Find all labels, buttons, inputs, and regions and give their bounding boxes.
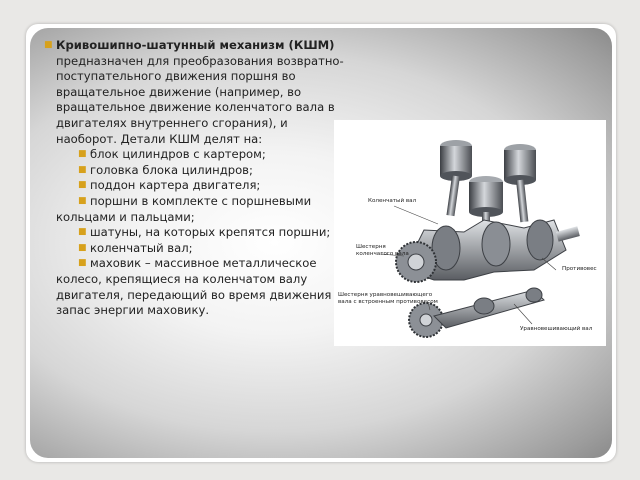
- list-item: [44, 147, 344, 163]
- items-list: [44, 147, 344, 319]
- intro-bold: Кривошипно-шатунный механизм (КШМ): [56, 38, 335, 52]
- list-item: [44, 178, 344, 194]
- engine-diagram: [334, 120, 606, 346]
- piston-right: [504, 144, 536, 222]
- bullet-icon: ■: [78, 195, 87, 206]
- label-counterweight: Противовес: [562, 266, 597, 272]
- piston-left: [440, 140, 472, 216]
- label-crank-gear: Шестерня коленчатого вала: [356, 244, 409, 257]
- list-item: [44, 256, 344, 318]
- list-item: [44, 194, 344, 225]
- slide-text: [44, 38, 344, 319]
- list-item-text: поршни в комплекте с поршневыми кольцами и пальцами;: [56, 193, 312, 224]
- balancer-shaft: [434, 288, 544, 328]
- bullet-icon: ■: [78, 149, 87, 160]
- list-item-text: поддон картера двигателя;: [90, 178, 261, 193]
- list-item: [44, 225, 344, 241]
- bullet-icon: ■: [44, 40, 53, 50]
- bullet-icon: ■: [78, 258, 87, 269]
- list-item-text: головка блока цилиндров;: [90, 162, 253, 177]
- list-item-text: блок цилиндров с картером;: [90, 147, 266, 162]
- list-item-text: маховик – массивное металлическое колесо, крепящиеся на коленчатом валу двигателя, передающий во время движения запас энергии маховику.: [56, 256, 332, 318]
- bullet-icon: ■: [78, 164, 87, 175]
- intro-paragraph: [44, 38, 344, 147]
- crank-mechanism-figure: [334, 120, 606, 346]
- intro-text: предназначен для преобразования возвратно-поступательного движения поршня во вращательное движение (например, во вращательное движение коленчатого вала в двигателях внутреннего сгорания), и наоборот. Детали КШМ делят на:: [56, 53, 344, 146]
- bullet-icon: ■: [78, 227, 87, 238]
- list-item: [44, 241, 344, 257]
- label-crankshaft: Коленчатый вал: [368, 198, 417, 204]
- label-balancer-shaft: Уравновешивающий вал: [520, 326, 593, 332]
- bullet-icon: ■: [78, 242, 87, 253]
- list-item: [44, 163, 344, 179]
- label-balancer-gear: Шестерня уравновешивающего вала с встроенным противовесом: [338, 292, 438, 305]
- list-item-text: коленчатый вал;: [90, 240, 193, 255]
- bullet-icon: ■: [78, 180, 87, 191]
- slide: [30, 28, 612, 458]
- crank-gear: [396, 242, 436, 282]
- list-item-text: шатуны, на которых крепятся поршни;: [90, 225, 331, 240]
